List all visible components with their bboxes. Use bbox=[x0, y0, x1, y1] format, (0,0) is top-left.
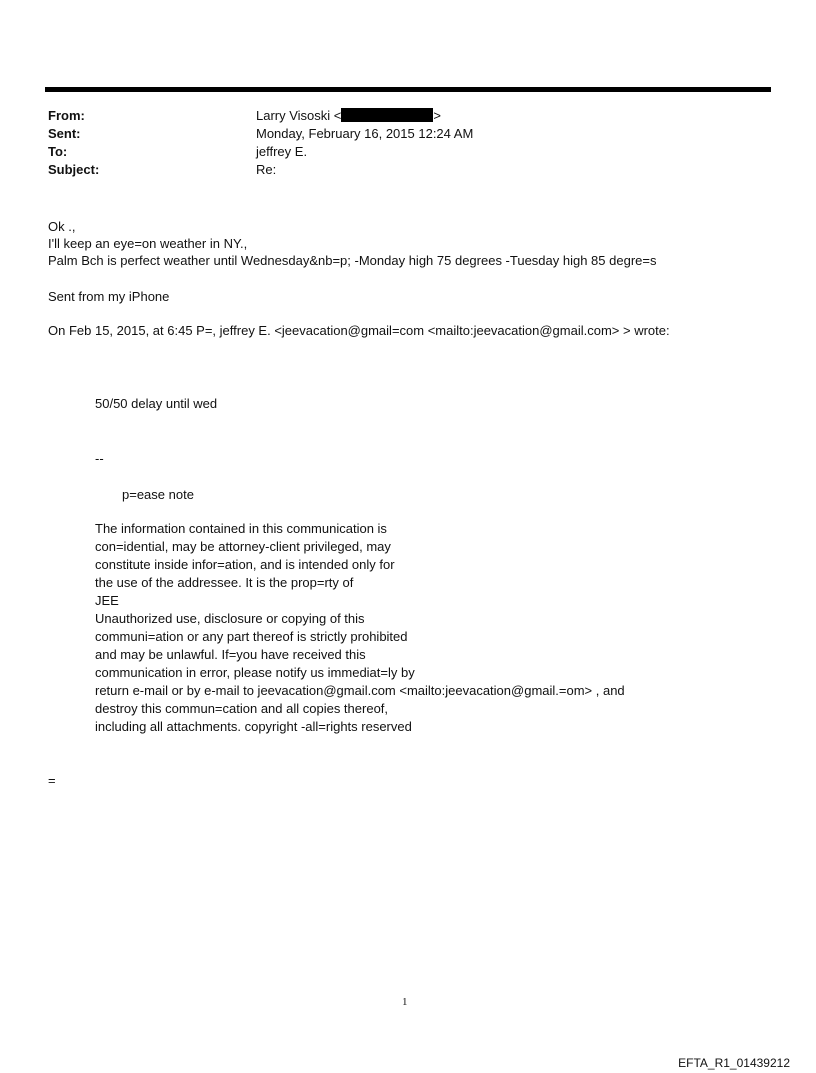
quoted-message: 50/50 delay until wed bbox=[95, 396, 218, 411]
disclaimer-line: con=idential, may be attorney-client privileged, may bbox=[95, 539, 391, 554]
disclaimer-line: constitute inside infor=ation, and is intended only for bbox=[95, 557, 395, 572]
disclaimer-line: JEE bbox=[95, 593, 119, 608]
redaction-box bbox=[341, 108, 433, 122]
header-rule bbox=[45, 87, 771, 92]
document-id: EFTA_R1_01439212 bbox=[678, 1056, 790, 1070]
to-value: jeffrey E. bbox=[256, 144, 308, 159]
trailer-mark: = bbox=[48, 773, 56, 788]
quote-header: On Feb 15, 2015, at 6:45 P=, jeffrey E. <jeevacation@gmail=com <mailto:jeevacation@gmail.com> > wrote: bbox=[48, 323, 670, 338]
disclaimer-line: The information contained in this communication is bbox=[95, 521, 387, 536]
quoted-separator: -- bbox=[95, 451, 104, 466]
disclaimer-line: communication in error, please notify us immediat=ly by bbox=[95, 665, 415, 680]
to-label: To: bbox=[48, 144, 68, 159]
disclaimer-line: return e-mail or by e-mail to jeevacation@gmail.com <mailto:jeevacation@gmail.=om> , and bbox=[95, 683, 625, 698]
quoted-note: p=ease note bbox=[122, 487, 194, 502]
signature: Sent from my iPhone bbox=[48, 289, 170, 304]
from-label: From: bbox=[48, 108, 85, 123]
from-name: Larry Visoski < bbox=[256, 108, 342, 123]
sent-label: Sent: bbox=[48, 126, 81, 141]
sent-value: Monday, February 16, 2015 12:24 AM bbox=[256, 126, 474, 141]
page-number: 1 bbox=[402, 996, 408, 1008]
body-line: I'll keep an eye=on weather in NY., bbox=[48, 236, 248, 251]
disclaimer-line: Unauthorized use, disclosure or copying of this bbox=[95, 611, 365, 626]
subject-label: Subject: bbox=[48, 162, 100, 177]
body-line: Palm Bch is perfect weather until Wednesday&nb=p; -Monday high 75 degrees -Tuesday high 85 degre=s bbox=[48, 253, 657, 268]
disclaimer-line: and may be unlawful. If=you have received this bbox=[95, 647, 366, 662]
from-value bbox=[256, 107, 441, 125]
body-line: Ok ., bbox=[48, 219, 76, 234]
disclaimer-line: the use of the addressee. It is the prop=rty of bbox=[95, 575, 354, 590]
subject-value: Re: bbox=[256, 162, 277, 177]
from-tail: > bbox=[433, 108, 441, 123]
disclaimer-line: destroy this commun=cation and all copies thereof, bbox=[95, 701, 389, 716]
disclaimer-line: communi=ation or any part thereof is strictly prohibited bbox=[95, 629, 408, 644]
disclaimer-line: including all attachments. copyright -all=rights reserved bbox=[95, 719, 412, 734]
